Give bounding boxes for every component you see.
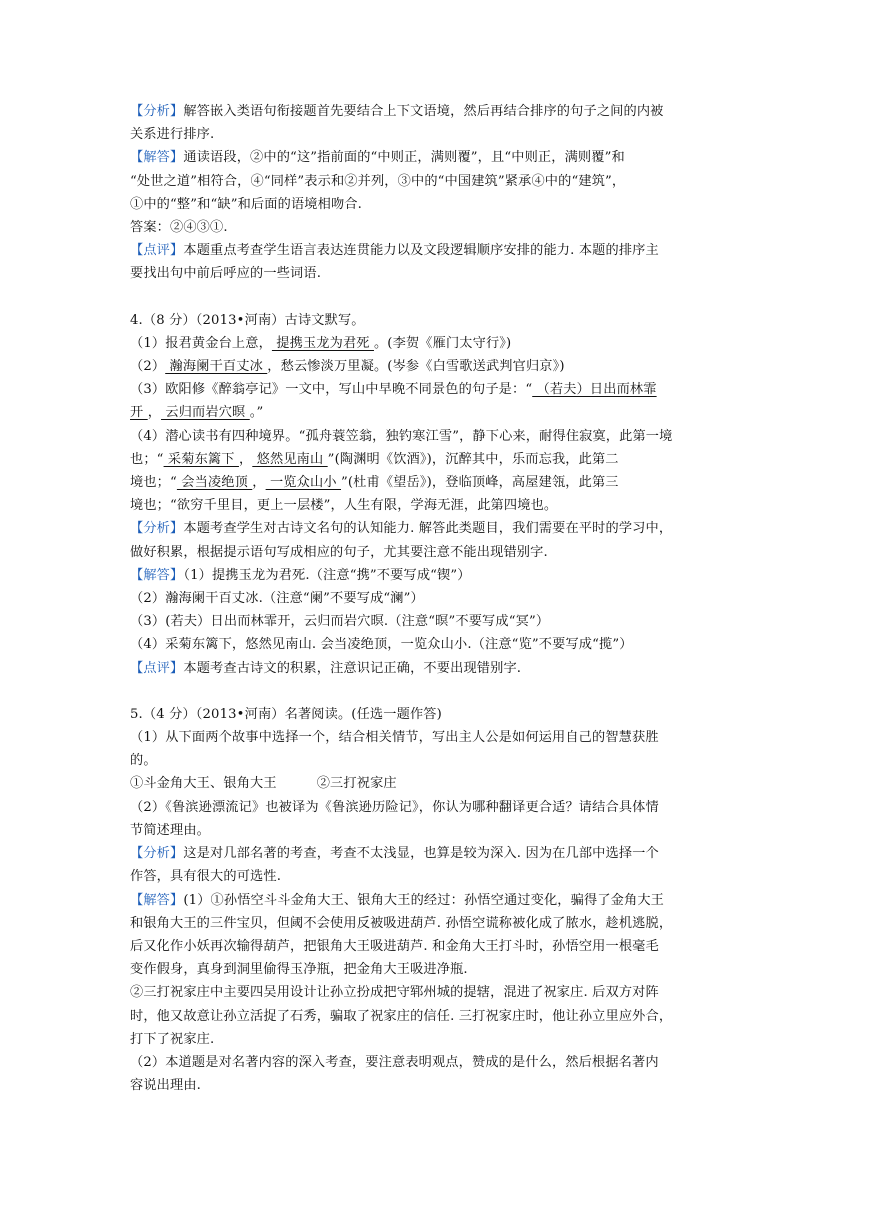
q5-answer-line-8: （2）本道题是对名著内容的深入考查，要注意表明观点，赞成的是什么，然后根据名著内 [130, 1054, 659, 1070]
q5-part-2-line-1: （2）《鲁滨逊漂流记》也被译为《鲁滨逊历险记》，你认为哪种翻译更合适？请结合具体情 [130, 799, 659, 815]
comment-tag: 【点评】 [130, 243, 184, 259]
q4-answer-line-3: （3）(若夫）日出而林霏开，云归而岩穴暝.（注意“暝”不要写成“冥”） [130, 614, 550, 630]
answer-blank: 一览众山小 [265, 475, 341, 491]
option-b: ②三打祝家庄 [316, 776, 397, 792]
answer-blank: 悠然见南山 [252, 451, 328, 467]
analysis-tag: 【分析】 [130, 846, 184, 862]
q3-analysis-line-2: 关系进行排序. [130, 127, 215, 143]
q5-analysis-line-1: 【分析】这是对几部名著的考查，考查不太浅显，也算是较为深入. 因为在几部中选择一个 [130, 846, 659, 862]
comment-tag: 【点评】 [130, 660, 184, 676]
answer-blank: 瀚海阑干百丈冰 [165, 359, 268, 375]
answer-blank: 开 [130, 405, 148, 421]
q4-comment-line-1: 【点评】本题考查古诗文的积累，注意识记正确，不要出现错别字. [130, 660, 522, 676]
q4-answer-line-2: （2）瀚海阑干百丈冰.（注意“阑”不要写成“澜”） [130, 591, 424, 607]
answer-blank: 会当凌绝顶 [176, 475, 253, 491]
q5-answer-line-9: 容说出理由. [130, 1078, 202, 1094]
q4-part-1: （1）报君黄金台上意， 提携玉龙为君死 。(李贺《雁门太守行》) [130, 335, 512, 351]
answer-tag: 【解答】 [130, 892, 184, 908]
q5-answer-line-6: 时，他又故意让孙立活捉了石秀，骗取了祝家庄的信任. 三打祝家庄时，他让孙立里应外合， [130, 1008, 673, 1024]
q4-header: 4.（8 分）（2013•河南）古诗文默写。 [130, 312, 365, 328]
q4-answer-line-1: 【解答】（1）提携玉龙为君死.（注意“携”不要写成“锲”） [130, 567, 471, 583]
analysis-tag: 【分析】 [130, 104, 184, 119]
q4-analysis-line-1: 【分析】本题考查学生对古诗文名句的认知能力. 解答此类题目，我们需要在平时的学习中， [130, 521, 673, 537]
option-a: ①斗金角大王、银角大王 [130, 776, 277, 792]
q4-part-4-line-4: 境也；“欲穷千里目，更上一层楼”，人生有限，学海无涯，此第四境也。 [130, 498, 558, 514]
answer-tag: 【解答】 [130, 150, 184, 166]
answer-blank: （若夫）日出而林霏 [532, 382, 657, 398]
q3-answer-final: 答案：②④③①. [130, 220, 228, 236]
q5-part-2-line-2: 节简述理由。 [130, 822, 211, 838]
answer-blank: 云归而岩穴暝 [161, 405, 250, 421]
q3-answer-line-3: ①中的“整”和“缺”和后面的语境相吻合. [130, 196, 362, 212]
q4-part-3-line-2: 开 ， 云归而岩穴暝 。” [130, 405, 264, 421]
analysis-tag: 【分析】 [130, 521, 184, 537]
q5-answer-line-1: 【解答】(1）①孙悟空斗斗金角大王、银角大王的经过：孙悟空通过变化，骗得了金角大王 [130, 892, 665, 908]
q4-part-4-line-1: （4）潜心读书有四种境界。“孤舟蓑笠翁，独钓寒江雪”，静下心来，耐得住寂寞，此第一境 [130, 428, 673, 444]
q5-options [130, 772, 742, 795]
q5-part-1-line-1: （1）从下面两个故事中选择一个，结合相关情节，写出主人公是如何运用自己的智慧获胜 [130, 730, 659, 746]
q5-answer-line-7: 打下了祝家庄. [130, 1031, 215, 1047]
q5-answer-line-5: ②三打祝家庄中主要四吴用设计让孙立扮成把守郓州城的提辖，混进了祝家庄. 后双方对阵 [130, 985, 659, 1001]
q3-analysis-line-1: 【分析】解答嵌入类语句衔接题首先要结合上下文语境，然后再结合排序的句子之间的内被 [130, 104, 664, 119]
q5-part-1-line-2: 的。 [130, 753, 157, 769]
q3-comment-line-2: 要找出句中前后呼应的一些词语. [130, 266, 322, 282]
q5-answer-line-2: 和银角大王的三件宝贝，但阈不会使用反被吸进葫芦. 孙悟空谎称被化成了脓水，趁机逃脱， [130, 915, 673, 931]
q4-analysis-line-2: 做好积累，根据提示语句写成相应的句子，尤其要注意不能出现错别字. [130, 544, 548, 560]
answer-tag: 【解答】 [130, 567, 184, 583]
q4-part-2: （2） 瀚海阑干百丈冰 ，愁云惨淡万里凝。(岑参《白雪歌送武判官归京》) [130, 359, 565, 375]
answer-blank: 采菊东篱下 [163, 451, 239, 467]
q4-part-4-line-2: 也；“ 采菊东篱下 ， 悠然见南山 ”(陶渊明《饮酒》)，沉醉其中，乐而忘我，此第二 [130, 451, 619, 467]
q5-answer-line-4: 变作假身，真身到洞里偷得玉净瓶，把金角大王吸进净瓶. [130, 962, 468, 978]
q3-comment-line-1: 【点评】本题重点考查学生语言表达连贯能力以及文段逻辑顺序安排的能力. 本题的排序主 [130, 243, 659, 259]
q4-answer-line-4: （4）采菊东篱下，悠然见南山. 会当凌绝顶，一览众山小.（注意“览”不要写成“揽”） [130, 637, 633, 653]
q5-analysis-line-2: 作答，具有很大的可选性. [130, 869, 282, 885]
document-page [130, 100, 742, 1097]
q4-part-4-line-3: 境也；“ 会当凌绝顶 ， 一览众山小 ”(杜甫《望岳》)，登临顶峰，高屋建瓴，此第三 [130, 475, 619, 491]
q3-answer-line-1: 【解答】通读语段，②中的“这”指前面的“中则正，满则覆”，且“中则正，满则覆”和 [130, 150, 625, 166]
answer-blank: 提携玉龙为君死 [271, 335, 374, 351]
q3-answer-line-2: “处世之道”相符合，④“同样”表示和②并列，③中的“中国建筑”紧承④中的“建筑”， [130, 173, 626, 189]
q5-header: 5.（4 分）（2013•河南）名著阅读。(任选一题作答) [130, 706, 442, 722]
q5-answer-line-3: 后又化作小妖再次输得葫芦，把银角大王吸进葫芦. 和金角大王打斗时，孙悟空用一根毫毛 [130, 938, 659, 954]
q4-part-3-line-1: （3）欧阳修《醉翁亭记》一文中，写山中早晚不同景色的句子是：“ （若夫）日出而林霏 [130, 382, 657, 398]
